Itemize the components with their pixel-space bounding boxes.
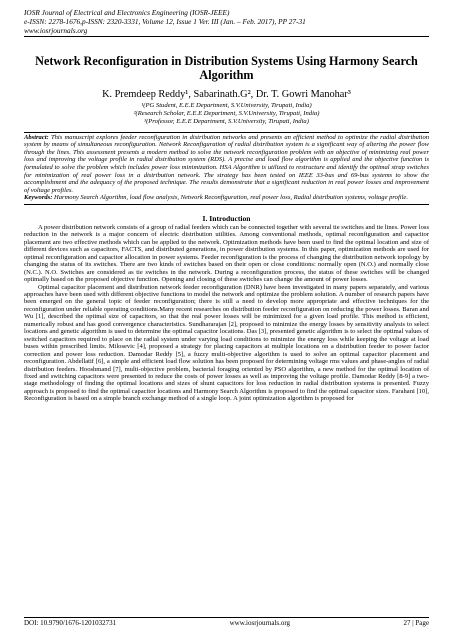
paragraph: Optimal capacitor placement and distribution network feeder reconfiguration (DNR) have been investigated in many papers separately, and various approaches have been used with different objective functions to model the network and optimize the problem solution. A number of research papers have been emerged on the general topic of feeder reconfiguration; there is still a need to develop more appropriate and effective techniques for the reconfiguration under reliable operating conditions.Many recent researches on distribution feeder reconfiguration on reducing the power losses. Baran and Wu [1], described the optimal size of capacitors, so that the real power losses will be minimized for a given load profile. This method is efficient, numerically robust and has good convergence characteristics. Sundhararajan [2], proposed to minimize the energy losses by sensitivity analysis to select locations and genetic algorithm is used to determine the optimal capacitor locations. Das [3], presented genetic algorithm is to select the optimal values of switched capacitors required to place on the radial system under varying load conditions to minimize the energy loss while keeping the voltage at load buses within prescribed limits. Milosevic [4], proposed a strategy for placing capacitors at multiple locations on a distribution feeder to power factor correction and power loss reduction. Damodar Reddy [5], a fuzzy multi-objective algorithm is used to solve an optimal capacitor placement and reconfiguration. Abdellatif [6], a simple and efficient load flow solution has been proposed for determining voltage rms values and phase-angles of radial distribution feeders. Hooshmand [7], multi-objective problem, bacterial foraging oriented by PSO algorithm, a new method for the optimal location of fixed and switching capacitors were presented to reduce the costs of power losses as well as improving the voltage profile. Damodar Reddy [8-9] a two-stage methodology of finding the optimal locations and sizes of shunt capacitors for loss reduction in radial distribution systems is presented. Fuzzy approach is proposed to find the optimal capacitor locations and Harmony Search Algorithm is proposed to find the optimal capacitor sizes. Farahani [10], Reconfiguration is based on a simple branch exchange method of a single loop. A joint optimization algorithm is proposed for (24, 283, 429, 403)
abstract-label: Abstract: (24, 133, 49, 141)
paper-authors: K. Premdeep Reddy¹, Sabarinath.G², Dr. T. Gowri Manohar³ (102, 89, 351, 100)
paper-title: Network Reconfiguration in Distribution Systems Using Harmony Search Algorithm (35, 54, 418, 82)
affiliation-1: ¹(PG Student, E.E.E Department, S.V.University, Tirupati, India) (141, 102, 312, 109)
keywords (24, 194, 429, 202)
paragraph: A power distribution network consists of a group of radial feeders which can be connected together with several tie switches and tie lines. Power loss reduction in the network is a major concern of electric distribution utilities. Among conventional methods, optimal reconfiguration and capacitor placement are two effective methods which can be applied to the network. Optimization methods have been used to find the optimal location and size of different devices such as capacitors, FACTS, and distributed generations, in power distribution systems. In this paper, optimization methods are used for optimal reconfiguration and capacitor allocation in power systems. Feeder reconfiguration is the process of changing the distribution network topology by changing the status of its switches. There are two kinds of switches based on their open or close conditions: normally open (N.O.) and normally close (N.C.). N.O. Switches are considered as tie switches in the network. During a reconfiguration process, the status of these switches will be changed optimally based on the proposed objective function. Opening and closing of these switches can change the amount of power losses. (24, 223, 429, 284)
body-text (24, 224, 429, 403)
abstract-text: This manuscript explores feeder reconfiguration in distribution networks and presents an efficient method to optimize the radial distribution system by means of simultaneous reconfiguration. Network Reconfiguration of radial distribution system is a significant way of altering the power flow through the lines. This assessment presents a modern method to solve the network reconfiguration problem with an objective of minimizing real power loss and improving the voltage profile in radial distribution system (RDS). A precise and load flow algorithm is applied and the objective function is formulated to solve the problem which includes power loss minimization. HSA Algorithm is utilized to restructure and identify the optimal strap switches for minimization of real power loss in a distribution network. The strategy has been tested on IEEE 33-bus and 69-bus systems to show the accomplishment and the adequacy of the proposed technique. The results demonstrate that a significant reduction in real power losses and improvement of voltage profiles. (24, 133, 429, 194)
page-footer (24, 617, 429, 627)
abstract (24, 134, 429, 195)
section-heading: I. Introduction (202, 213, 251, 223)
footer-page-number: 27 | Page (403, 619, 429, 627)
affiliation-2: ²(Research Scholar, E.E.E Department, S.V.University, Tirupati, India) (133, 110, 320, 118)
abstract-block (24, 132, 429, 205)
affiliations (24, 102, 429, 127)
affiliation-3: ³(Professor, E.E.E Department, S.V.University, Tirupati, India) (144, 118, 309, 126)
footer-doi: DOI: 10.9790/1676-1201032731 (24, 619, 117, 627)
journal-name: IOSR Journal of Electrical and Electronics Engineering (IOSR-JEEE) (24, 8, 230, 17)
keywords-label: Keywords: (24, 194, 53, 202)
footer-website: www.iosrjournals.org (229, 619, 291, 627)
journal-header (24, 8, 429, 35)
journal-issn: e-ISSN: 2278-1676,p-ISSN: 2320-3331, Volume 12, Issue 1 Ver. III (Jan. – Feb. 2017), PP 27-31 (24, 17, 306, 26)
header-rule (24, 36, 429, 37)
journal-website: www.iosrjournals.org (24, 26, 88, 35)
keywords-text: Harmony Search Algorithm, load flow analysis, Network Reconfiguration, real power loss, Radial distribution systems, voltage profile. (54, 194, 408, 202)
